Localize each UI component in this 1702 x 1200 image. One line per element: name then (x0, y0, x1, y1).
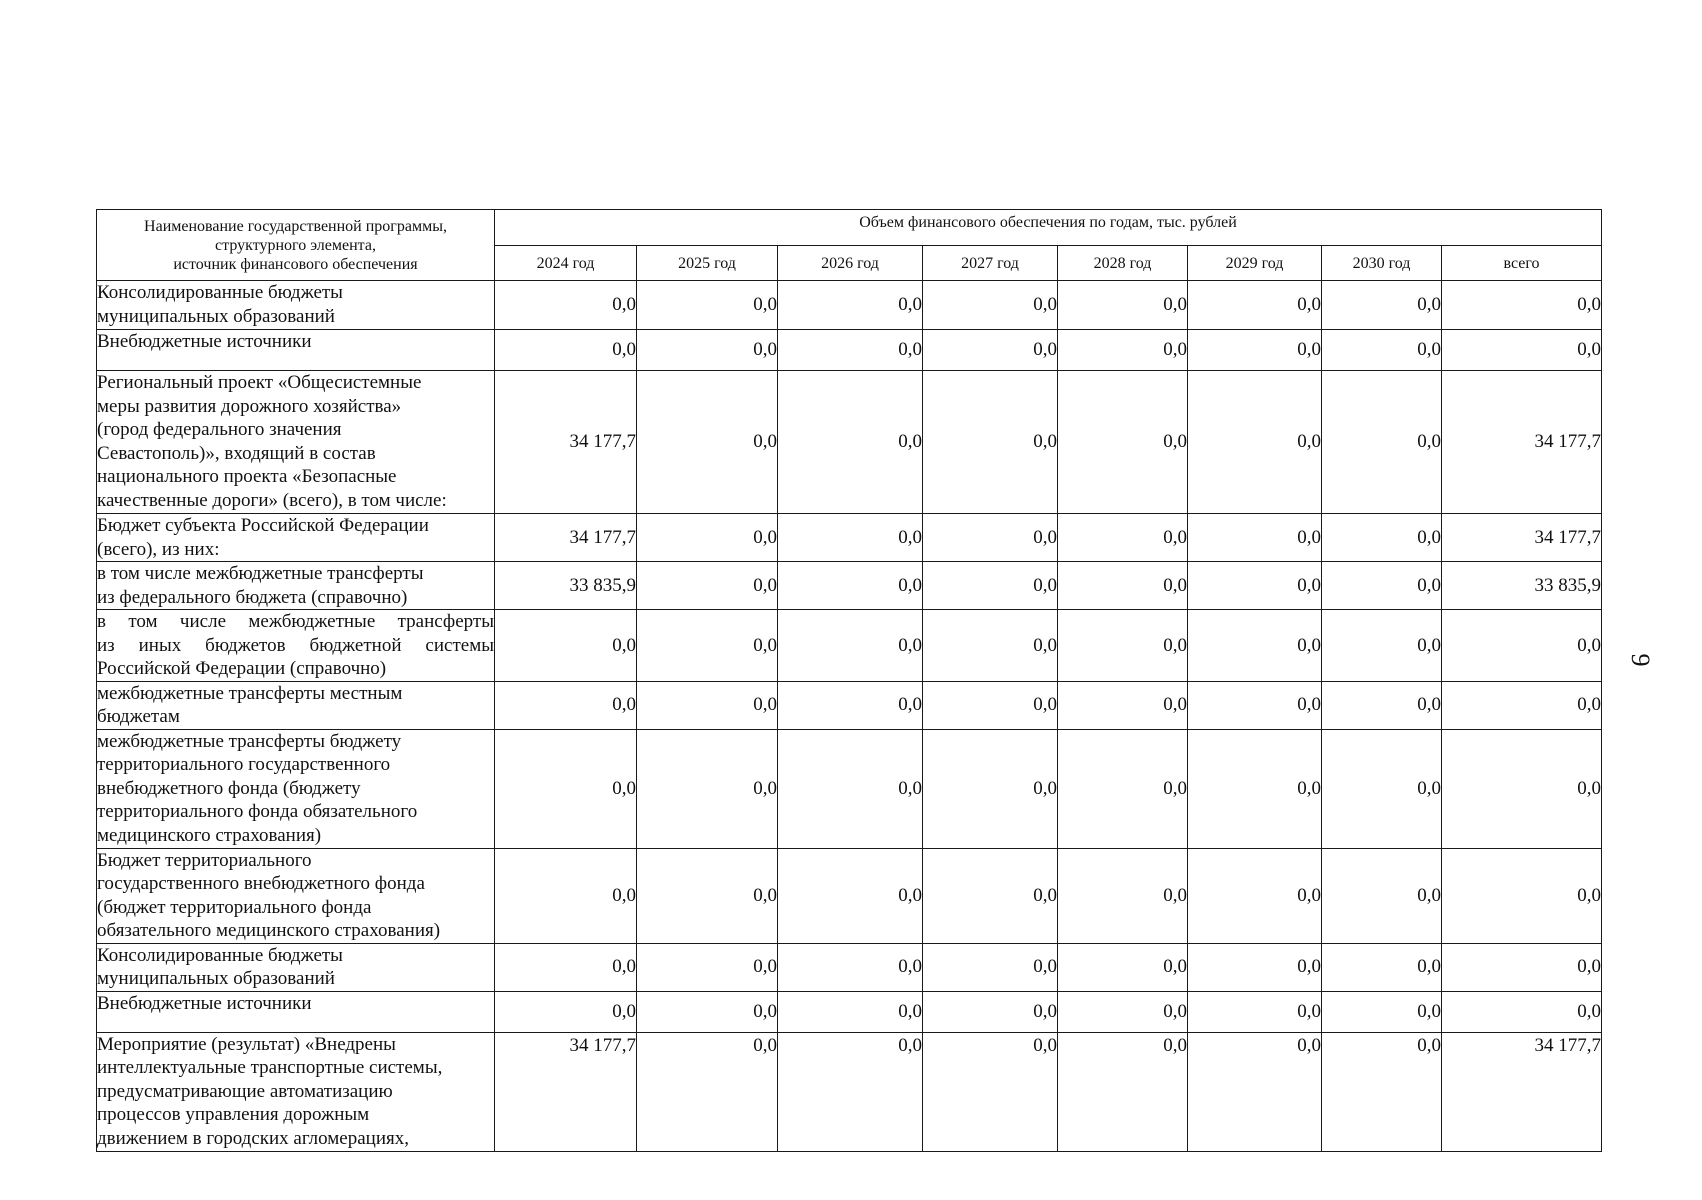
row-name-cell (97, 681, 495, 729)
year-value-cell: 0,0 (1058, 514, 1188, 562)
row-name-cell (97, 848, 495, 943)
year-value-cell: 0,0 (637, 991, 778, 1032)
year-value-cell: 0,0 (1058, 681, 1188, 729)
row-name-line: (бюджет территориального фонда (97, 896, 372, 918)
year-value-cell: 0,0 (637, 281, 778, 330)
row-name-line: качественные дороги» (всего), в том числе: (97, 489, 447, 511)
year-value-cell: 0,0 (1188, 371, 1322, 514)
total-value-cell: 0,0 (1442, 330, 1602, 371)
year-value-cell: 0,0 (778, 610, 923, 682)
table-row (97, 514, 1602, 562)
row-name-cell (97, 562, 495, 610)
total-value-cell: 0,0 (1442, 681, 1602, 729)
year-value-cell: 0,0 (1058, 281, 1188, 330)
year-value-cell: 0,0 (1188, 1032, 1322, 1151)
table-row (97, 281, 1602, 330)
year-value-cell: 0,0 (778, 991, 923, 1032)
year-value-cell: 0,0 (637, 514, 778, 562)
row-name-cell (97, 943, 495, 991)
table-row (97, 1032, 1602, 1151)
year-value-cell: 0,0 (495, 943, 637, 991)
year-value-cell: 0,0 (1322, 281, 1442, 330)
total-value-cell: 0,0 (1442, 729, 1602, 848)
year-value-cell: 34 177,7 (495, 371, 637, 514)
year-value-cell: 0,0 (778, 729, 923, 848)
year-value-cell: 0,0 (637, 848, 778, 943)
total-header: всего (1442, 246, 1602, 281)
row-name-line: Бюджет субъекта Российской Федерации (97, 515, 429, 536)
row-name-line: межбюджетные трансферты местным (97, 682, 403, 704)
row-name-line: в том числе межбюджетные трансферты (97, 563, 424, 584)
name-column-header (97, 210, 495, 281)
year-value-cell: 0,0 (637, 1032, 778, 1151)
year-value-cell: 0,0 (637, 943, 778, 991)
year-value-cell: 0,0 (778, 848, 923, 943)
year-value-cell: 0,0 (778, 281, 923, 330)
year-value-cell: 0,0 (1322, 371, 1442, 514)
financing-table (96, 209, 1602, 1152)
year-value-cell: 0,0 (1322, 729, 1442, 848)
row-name-cell (97, 514, 495, 562)
year-value-cell: 0,0 (778, 371, 923, 514)
row-name-cell (97, 281, 495, 330)
row-name-line: интеллектуальные транспортные системы, (97, 1057, 443, 1078)
row-name-line: бюджетам (97, 706, 180, 727)
year-value-cell: 34 177,7 (495, 514, 637, 562)
year-header: 2027 год (923, 246, 1058, 281)
year-value-cell: 0,0 (495, 729, 637, 848)
year-value-cell: 0,0 (1058, 610, 1188, 682)
year-value-cell: 0,0 (637, 729, 778, 848)
year-value-cell: 0,0 (1322, 943, 1442, 991)
row-name-line: государственного внебюджетного фонда (97, 873, 425, 894)
year-value-cell: 0,0 (923, 1032, 1058, 1151)
year-header: 2029 год (1188, 246, 1322, 281)
year-value-cell: 0,0 (923, 943, 1058, 991)
year-value-cell: 0,0 (778, 943, 923, 991)
table-row (97, 562, 1602, 610)
year-value-cell: 0,0 (1322, 330, 1442, 371)
row-name-line: Внебюджетные источники (97, 992, 312, 1014)
year-value-cell: 0,0 (923, 610, 1058, 682)
name-header-line: Наименование государственной программы, (144, 217, 447, 235)
row-name-cell (97, 610, 495, 682)
row-name-line: (всего), из них: (97, 538, 220, 560)
year-value-cell: 0,0 (495, 610, 637, 682)
row-name-cell (97, 330, 495, 371)
year-value-cell: 0,0 (1188, 281, 1322, 330)
table-body (97, 281, 1602, 1152)
year-value-cell: 0,0 (923, 281, 1058, 330)
year-value-cell: 0,0 (1058, 371, 1188, 514)
year-value-cell: 0,0 (495, 330, 637, 371)
year-value-cell: 0,0 (923, 330, 1058, 371)
row-name-cell (97, 1032, 495, 1151)
row-name-line: Бюджет территориального (97, 849, 312, 871)
year-value-cell: 0,0 (1188, 681, 1322, 729)
year-value-cell: 0,0 (1188, 848, 1322, 943)
year-value-cell: 0,0 (637, 610, 778, 682)
row-name-line: движением в городских агломерациях, (97, 1127, 409, 1149)
row-name-line: Консолидированные бюджеты (97, 282, 343, 303)
row-name-cell (97, 371, 495, 514)
year-value-cell: 0,0 (1058, 848, 1188, 943)
year-value-cell: 0,0 (637, 681, 778, 729)
year-value-cell: 0,0 (1322, 1032, 1442, 1151)
row-name-line: (город федерального значения (97, 419, 342, 440)
year-value-cell: 0,0 (1188, 514, 1322, 562)
total-value-cell: 34 177,7 (1442, 514, 1602, 562)
year-value-cell: 0,0 (1188, 943, 1322, 991)
year-value-cell: 0,0 (923, 729, 1058, 848)
name-header-line: структурного элемента, (215, 236, 376, 254)
year-value-cell: 0,0 (495, 681, 637, 729)
year-value-cell: 0,0 (923, 371, 1058, 514)
total-value-cell: 0,0 (1442, 991, 1602, 1032)
table-row (97, 943, 1602, 991)
table-row (97, 991, 1602, 1032)
table-row (97, 371, 1602, 514)
header-row (97, 210, 1602, 246)
year-value-cell: 0,0 (1058, 562, 1188, 610)
year-value-cell: 34 177,7 (495, 1032, 637, 1151)
row-name-line: Российской Федерации (справочно) (97, 658, 387, 679)
year-value-cell: 0,0 (923, 562, 1058, 610)
table-row (97, 330, 1602, 371)
row-name-line: территориального фонда обязательного (97, 801, 418, 822)
total-value-cell: 0,0 (1442, 943, 1602, 991)
year-value-cell: 33 835,9 (495, 562, 637, 610)
year-value-cell: 0,0 (495, 991, 637, 1032)
year-value-cell: 0,0 (1188, 562, 1322, 610)
year-value-cell: 0,0 (1188, 729, 1322, 848)
row-name-line: Консолидированные бюджеты (97, 944, 343, 966)
row-name-line: из иных бюджетов бюджетной системы (97, 634, 494, 656)
total-value-cell: 0,0 (1442, 610, 1602, 682)
page-number: 9 (1626, 653, 1655, 667)
table-row (97, 729, 1602, 848)
row-name-line: межбюджетные трансферты бюджету (97, 730, 402, 752)
total-value-cell: 34 177,7 (1442, 371, 1602, 514)
row-name-line: Региональный проект «Общесистемные (97, 372, 422, 393)
row-name-line: национального проекта «Безопасные (97, 466, 397, 487)
year-value-cell: 0,0 (923, 991, 1058, 1032)
row-name-line: предусматривающие автоматизацию (97, 1080, 393, 1102)
year-value-cell: 0,0 (778, 514, 923, 562)
row-name-line: муниципальных образований (97, 305, 335, 327)
row-name-line: обязательного медицинского страхования) (97, 920, 441, 941)
table-row (97, 848, 1602, 943)
year-value-cell: 0,0 (1058, 943, 1188, 991)
year-value-cell: 0,0 (923, 681, 1058, 729)
year-value-cell: 0,0 (1058, 729, 1188, 848)
year-value-cell: 0,0 (1188, 991, 1322, 1032)
total-value-cell: 0,0 (1442, 281, 1602, 330)
year-value-cell: 0,0 (1322, 562, 1442, 610)
year-value-cell: 0,0 (778, 330, 923, 371)
total-value-cell: 34 177,7 (1442, 1032, 1602, 1151)
year-value-cell: 0,0 (637, 371, 778, 514)
row-name-line: из федерального бюджета (справочно) (97, 586, 408, 608)
row-name-line: процессов управления дорожным (97, 1104, 370, 1125)
row-name-line: Севастополь)», входящий в состав (97, 442, 376, 464)
year-value-cell: 0,0 (1058, 1032, 1188, 1151)
name-header-line: источник финансового обеспечения (173, 255, 418, 273)
year-value-cell: 0,0 (495, 281, 637, 330)
row-name-line: в том числе межбюджетные трансферты (97, 611, 494, 632)
year-value-cell: 0,0 (778, 1032, 923, 1151)
total-value-cell: 33 835,9 (1442, 562, 1602, 610)
table-row (97, 681, 1602, 729)
year-value-cell: 0,0 (923, 848, 1058, 943)
year-header: 2026 год (778, 246, 923, 281)
row-name-line: территориального государственного (97, 754, 391, 775)
financing-group-header: Объем финансового обеспечения по годам, тыс. рублей (495, 210, 1602, 246)
year-header: 2028 год (1058, 246, 1188, 281)
year-value-cell: 0,0 (495, 848, 637, 943)
row-name-cell (97, 729, 495, 848)
year-value-cell: 0,0 (778, 562, 923, 610)
row-name-cell (97, 991, 495, 1032)
row-name-line: меры развития дорожного хозяйства» (97, 395, 402, 417)
year-value-cell: 0,0 (1188, 610, 1322, 682)
row-name-line: медицинского страхования) (97, 824, 322, 846)
total-value-cell: 0,0 (1442, 848, 1602, 943)
year-value-cell: 0,0 (1322, 610, 1442, 682)
year-value-cell: 0,0 (1322, 681, 1442, 729)
year-value-cell: 0,0 (637, 562, 778, 610)
year-value-cell: 0,0 (1188, 330, 1322, 371)
year-value-cell: 0,0 (1322, 991, 1442, 1032)
year-value-cell: 0,0 (1322, 848, 1442, 943)
table-row (97, 610, 1602, 682)
year-value-cell: 0,0 (1322, 514, 1442, 562)
row-name-line: Внебюджетные источники (97, 331, 312, 352)
row-name-line: Мероприятие (результат) «Внедрены (97, 1033, 396, 1055)
row-name-line: внебюджетного фонда (бюджету (97, 777, 361, 799)
year-header: 2024 год (495, 246, 637, 281)
year-header: 2030 год (1322, 246, 1442, 281)
year-value-cell: 0,0 (637, 330, 778, 371)
year-value-cell: 0,0 (1058, 991, 1188, 1032)
year-header: 2025 год (637, 246, 778, 281)
year-value-cell: 0,0 (778, 681, 923, 729)
row-name-line: муниципальных образований (97, 968, 335, 989)
year-value-cell: 0,0 (1058, 330, 1188, 371)
year-value-cell: 0,0 (923, 514, 1058, 562)
